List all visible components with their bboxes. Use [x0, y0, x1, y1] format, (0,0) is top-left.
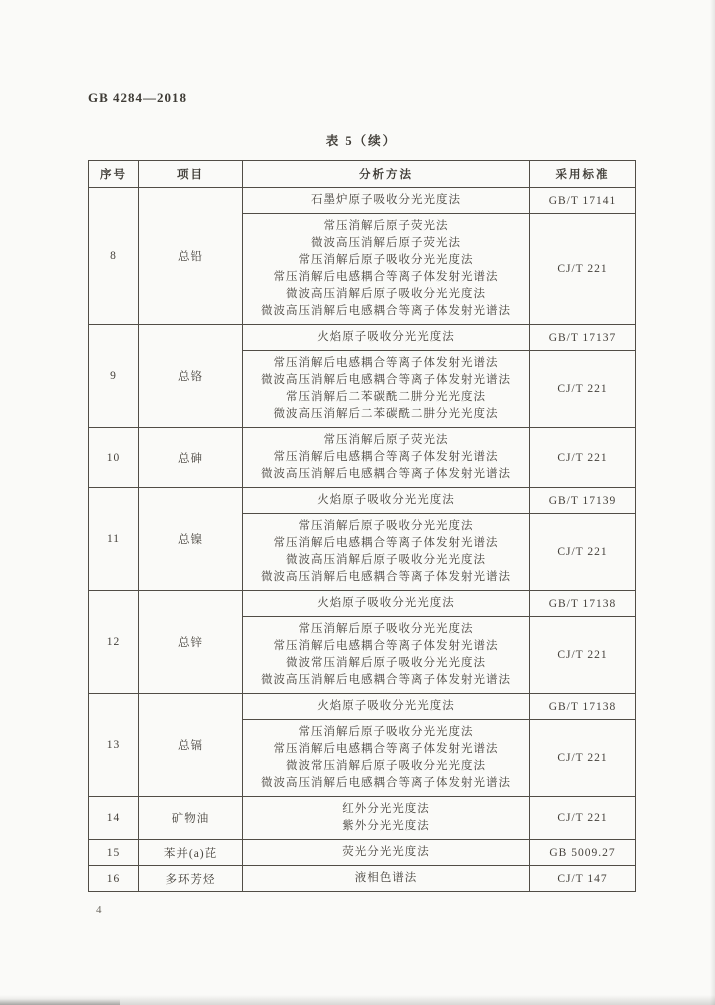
standard-cell: CJ/T 221	[530, 351, 636, 428]
method-line: 常压消解后原子荧光法	[323, 220, 449, 232]
method-line: 火焰原子吸收分光光度法	[317, 494, 455, 506]
analysis-methods-table	[88, 160, 636, 892]
table-title: 表 5（续）	[325, 134, 398, 148]
standard-cell: CJ/T 221	[530, 214, 636, 325]
method-line: 常压消解后电感耦合等离子体发射光谱法	[273, 451, 499, 463]
method-line: 常压消解后原子吸收分光光度法	[298, 623, 474, 635]
method-line: 微波常压消解后原子吸收分光光度法	[286, 657, 486, 669]
standard-cell: CJ/T 221	[530, 514, 636, 591]
standard-cell: CJ/T 221	[530, 720, 636, 797]
methods-cell	[243, 188, 530, 214]
methods-cell	[243, 514, 530, 591]
row-number: 15	[89, 840, 139, 866]
standard-cell: GB 5009.27	[530, 840, 636, 866]
row-number: 9	[89, 325, 139, 428]
row-item: 总锌	[139, 591, 243, 694]
table-body	[89, 188, 636, 892]
method-line: 常压消解后电感耦合等离子体发射光谱法	[273, 640, 499, 652]
table-row	[89, 866, 636, 892]
method-line: 微波高压消解后原子吸收分光光度法	[286, 554, 486, 566]
row-number: 11	[89, 488, 139, 591]
table-row	[89, 188, 636, 214]
method-line: 微波高压消解后原子吸收分光光度法	[286, 288, 486, 300]
standard-cell: CJ/T 221	[530, 617, 636, 694]
table-row	[89, 488, 636, 514]
row-item: 总铅	[139, 188, 243, 325]
table-row	[89, 797, 636, 840]
method-line: 荧光分光光度法	[342, 846, 430, 858]
method-line: 常压消解后电感耦合等离子体发射光谱法	[273, 537, 499, 549]
row-number: 13	[89, 694, 139, 797]
method-line: 石墨炉原子吸收分光光度法	[311, 194, 461, 206]
method-line: 常压消解后电感耦合等离子体发射光谱法	[273, 271, 499, 283]
methods-cell	[243, 866, 530, 892]
method-line: 液相色谱法	[354, 872, 418, 884]
table-header-row	[89, 161, 636, 188]
header-standard: 采用标准	[530, 161, 636, 188]
scan-edge-right	[710, 0, 715, 1005]
standard-cell: GB/T 17139	[530, 488, 636, 514]
method-line: 微波高压消解后电感耦合等离子体发射光谱法	[261, 674, 511, 686]
standard-cell: GB/T 17137	[530, 325, 636, 351]
row-item: 矿物油	[139, 797, 243, 840]
method-line: 常压消解后原子荧光法	[323, 434, 449, 446]
table-row	[89, 840, 636, 866]
row-number: 8	[89, 188, 139, 325]
methods-cell	[243, 325, 530, 351]
row-number: 10	[89, 428, 139, 488]
methods-cell	[243, 351, 530, 428]
methods-cell	[243, 617, 530, 694]
table-row	[89, 591, 636, 617]
header-seq: 序号	[89, 161, 139, 188]
method-line: 微波高压消解后电感耦合等离子体发射光谱法	[261, 305, 511, 317]
scan-edge-corner	[0, 999, 120, 1005]
row-item: 总镍	[139, 488, 243, 591]
methods-cell	[243, 840, 530, 866]
methods-cell	[243, 591, 530, 617]
method-line: 微波高压消解后原子荧光法	[311, 237, 461, 249]
standard-cell: GB/T 17138	[530, 591, 636, 617]
methods-cell	[243, 428, 530, 488]
method-line: 红外分光光度法	[342, 803, 430, 815]
method-line: 微波高压消解后电感耦合等离子体发射光谱法	[261, 571, 511, 583]
standard-cell: GB/T 17141	[530, 188, 636, 214]
methods-cell	[243, 488, 530, 514]
header-item: 项目	[139, 161, 243, 188]
methods-cell	[243, 694, 530, 720]
methods-cell	[243, 720, 530, 797]
methods-cell	[243, 214, 530, 325]
method-line: 微波高压消解后二苯碳酰二肼分光光度法	[273, 408, 499, 420]
method-line: 微波高压消解后电感耦合等离子体发射光谱法	[261, 777, 511, 789]
method-line: 微波常压消解后原子吸收分光光度法	[286, 760, 486, 772]
method-line: 微波高压消解后电感耦合等离子体发射光谱法	[261, 468, 511, 480]
row-number: 12	[89, 591, 139, 694]
row-item: 多环芳烃	[139, 866, 243, 892]
row-item: 苯并(a)芘	[139, 840, 243, 866]
standard-cell: CJ/T 221	[530, 428, 636, 488]
doc-number: GB 4284—2018	[88, 90, 188, 105]
methods-cell	[243, 797, 530, 840]
row-item: 总砷	[139, 428, 243, 488]
standard-cell: CJ/T 221	[530, 797, 636, 840]
method-line: 常压消解后二苯碳酰二肼分光光度法	[286, 391, 486, 403]
standard-cell: GB/T 17138	[530, 694, 636, 720]
method-line: 火焰原子吸收分光光度法	[317, 331, 455, 343]
method-line: 常压消解后原子吸收分光光度法	[298, 520, 474, 532]
method-line: 常压消解后电感耦合等离子体发射光谱法	[273, 357, 499, 369]
standard-cell: CJ/T 147	[530, 866, 636, 892]
page-number: 4	[96, 904, 102, 916]
row-number: 16	[89, 866, 139, 892]
row-item: 总铬	[139, 325, 243, 428]
method-line: 常压消解后电感耦合等离子体发射光谱法	[273, 743, 499, 755]
header-method: 分析方法	[243, 161, 530, 188]
method-line: 常压消解后原子吸收分光光度法	[298, 726, 474, 738]
method-line: 常压消解后原子吸收分光光度法	[298, 254, 474, 266]
table-row	[89, 428, 636, 488]
method-line: 火焰原子吸收分光光度法	[317, 700, 455, 712]
table-row	[89, 694, 636, 720]
method-line: 微波高压消解后电感耦合等离子体发射光谱法	[261, 374, 511, 386]
row-item: 总镉	[139, 694, 243, 797]
method-line: 紫外分光光度法	[342, 820, 430, 832]
row-number: 14	[89, 797, 139, 840]
method-line: 火焰原子吸收分光光度法	[317, 597, 455, 609]
table-row	[89, 325, 636, 351]
